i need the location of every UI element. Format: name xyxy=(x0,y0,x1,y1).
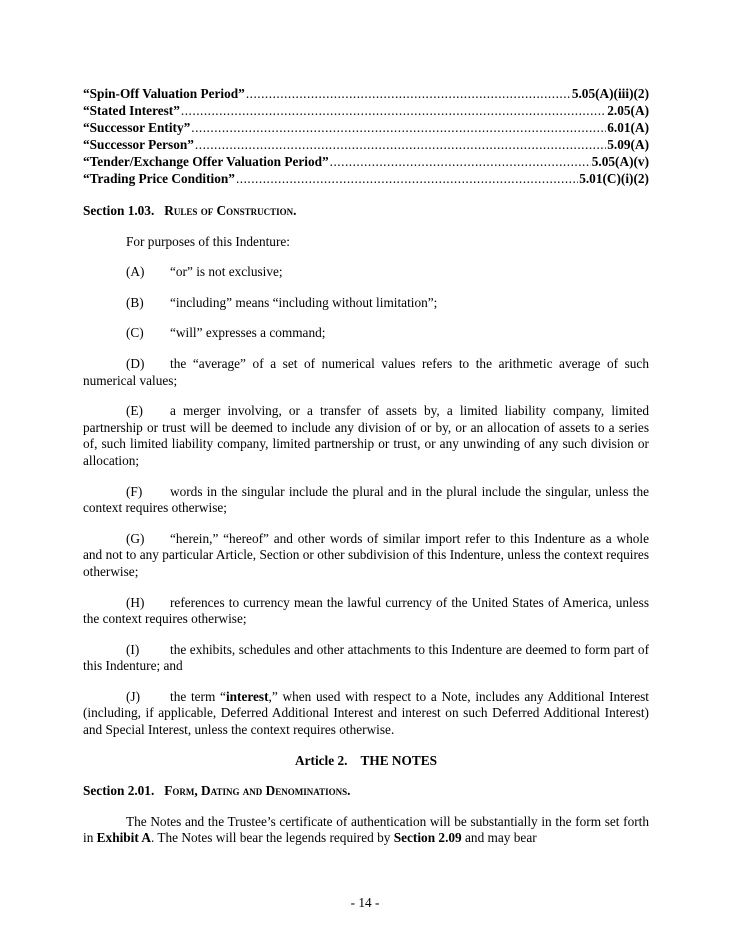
definition-index-row xyxy=(83,154,649,171)
rule-item xyxy=(83,403,649,469)
dot-leader xyxy=(195,137,606,154)
article-number: Article 2. xyxy=(295,752,348,768)
section-number: Section 1.03. xyxy=(83,203,155,218)
defined-term: “Tender/Exchange Offer Valuation Period” xyxy=(83,154,329,169)
item-text: words in the singular include the plural and in the plural include the singular, unless the context requires otherwise; xyxy=(83,483,649,516)
definitions-index xyxy=(83,86,649,188)
dot-leader xyxy=(236,171,578,188)
item-label: (F) xyxy=(126,483,143,499)
article-title: THE NOTES xyxy=(360,752,437,768)
item-text: the exhibits, schedules and other attachments to this Indenture are deemed to form part of this Indenture; and xyxy=(83,641,649,674)
item-text: “including” means “including without limitation”; xyxy=(170,294,438,310)
para-text-bold: Exhibit A xyxy=(96,830,151,846)
definition-index-row xyxy=(83,120,649,137)
section-1-03-heading xyxy=(83,203,649,220)
section-2-01-paragraph xyxy=(83,814,649,847)
rule-item xyxy=(83,484,649,517)
definition-index-row xyxy=(83,103,649,120)
section-title: Form, Dating and Denominations. xyxy=(164,783,351,799)
item-label: (C) xyxy=(126,325,144,341)
section-reference: 5.01(C)(i)(2) xyxy=(579,171,649,186)
item-label: (I) xyxy=(126,641,140,657)
rule-item xyxy=(83,325,649,342)
item-label: (J) xyxy=(126,688,141,704)
page-number: - 14 - xyxy=(350,895,380,910)
item-label: (E) xyxy=(126,403,143,419)
dot-leader xyxy=(246,86,571,103)
construction-rules-list xyxy=(83,264,649,675)
section-title: Rules of Construction. xyxy=(164,203,297,218)
item-text: “herein,” “hereof” and other words of similar import refer to this Indenture as a whole and not to any particular Article, Section or other subdivision of this Indenture, unless the context requires otherwise; xyxy=(83,530,649,579)
section-reference: 5.09(A) xyxy=(607,137,649,152)
section-reference: 2.05(A) xyxy=(607,103,649,118)
defined-term: “Trading Price Condition” xyxy=(83,171,235,186)
rule-item xyxy=(83,295,649,312)
rule-item xyxy=(83,642,649,675)
dot-leader xyxy=(181,103,606,120)
item-label: (D) xyxy=(126,355,145,371)
rule-item-j xyxy=(83,689,649,739)
rule-item xyxy=(83,264,649,281)
para-text: and may bear xyxy=(461,830,537,846)
para-text: The Notes and the Trustee’s certificate of authentication will be substantially in the form set forth in xyxy=(83,813,649,846)
section-reference: 5.05(A)(v) xyxy=(591,154,649,169)
section-2-01-heading xyxy=(83,783,649,800)
item-text: “or” is not exclusive; xyxy=(170,264,283,280)
item-text-bold: interest xyxy=(225,688,269,704)
rule-item xyxy=(83,595,649,628)
item-text: “will” expresses a command; xyxy=(170,325,326,341)
item-label: (A) xyxy=(126,264,145,280)
item-text: references to currency mean the lawful currency of the United States of America, unless the context requires otherwise; xyxy=(83,594,649,627)
dot-leader xyxy=(191,120,606,137)
definition-index-row xyxy=(83,86,649,103)
article-2-heading xyxy=(83,753,649,770)
dot-leader xyxy=(330,154,591,171)
item-text-pre: the term “ xyxy=(170,688,226,704)
defined-term: “Spin-Off Valuation Period” xyxy=(83,86,245,101)
para-text: . The Notes will bear the legends required by xyxy=(151,830,394,846)
defined-term: “Stated Interest” xyxy=(83,103,180,118)
section-number: Section 2.01. xyxy=(83,783,155,799)
section-1-03-intro: For purposes of this Indenture: xyxy=(126,233,290,249)
item-label: (B) xyxy=(126,294,144,310)
section-reference: 5.05(A)(iii)(2) xyxy=(571,86,649,101)
item-text: a merger involving, or a transfer of assets by, a limited liability company, limited partnership or trust will be deemed to include any division of or by, or an allocation of assets to a series of, such limited liability company, limited partnership or trust, or any unwinding of any such division or allocation; xyxy=(83,403,649,468)
item-label: (G) xyxy=(126,530,145,546)
item-text: the “average” of a set of numerical values refers to the arithmetic average of such numerical values; xyxy=(83,355,649,388)
rule-item xyxy=(83,531,649,581)
section-reference: 6.01(A) xyxy=(607,120,649,135)
document-page xyxy=(83,86,649,847)
item-text-post: ,” when used with respect to a Note, includes any Additional Interest (including, if applicable, Deferred Additional Interest and interest on such Deferred Additional Interest) and Special Interest, unless the context requires otherwise. xyxy=(83,688,649,738)
definition-index-row xyxy=(83,137,649,154)
defined-term: “Successor Person” xyxy=(83,137,194,152)
rule-item xyxy=(83,356,649,389)
item-label: (H) xyxy=(126,594,145,610)
defined-term: “Successor Entity” xyxy=(83,120,191,135)
para-text-bold: Section 2.09 xyxy=(393,830,462,846)
definition-index-row xyxy=(83,171,649,188)
